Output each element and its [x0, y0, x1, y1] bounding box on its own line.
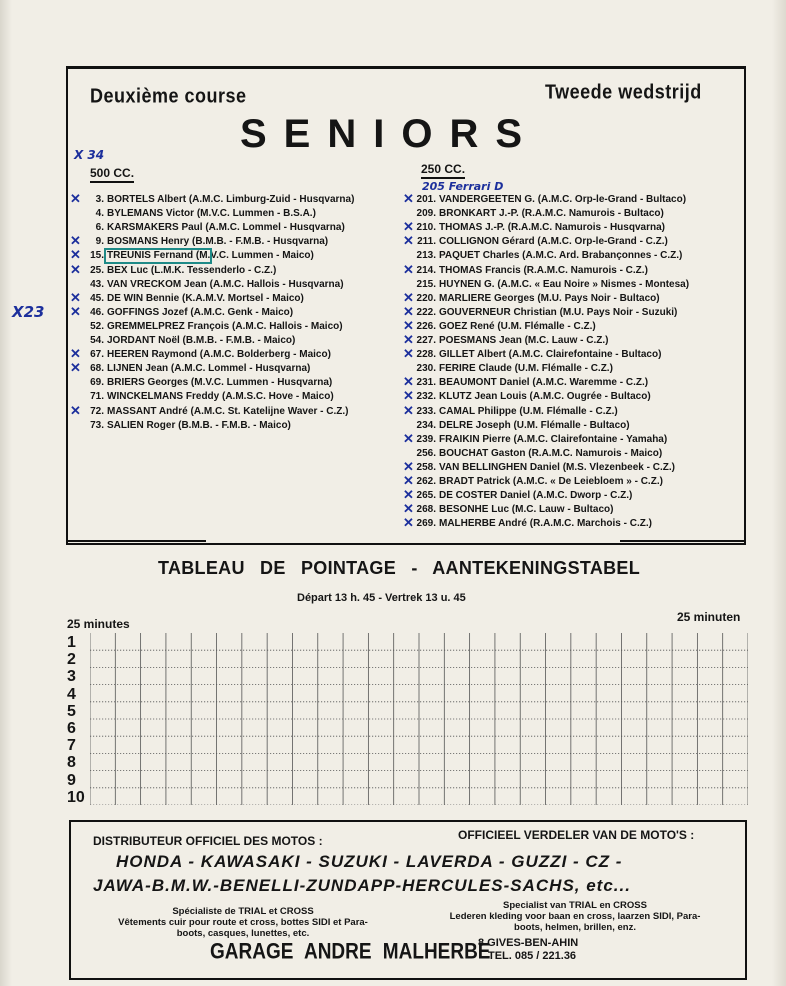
entry-row	[410, 348, 661, 361]
check-mark-icon: ✕	[70, 346, 81, 362]
entry-number: 69.	[90, 377, 104, 389]
entry-text: CAMAL Philippe (U.M. Flémalle - C.Z.)	[439, 405, 618, 417]
entry-text: HEEREN Raymond (A.M.C. Bolderberg - Maico)	[107, 349, 331, 361]
entry-number: 3.	[95, 194, 104, 205]
score-row-number: 8	[67, 754, 76, 772]
ad-spec-nl-line: Lederen kleding voor baan en cross, laarzen SIDI, Para-	[449, 911, 701, 922]
entry-number: 232.	[416, 391, 436, 403]
class-500-label: 500 CC.	[90, 166, 134, 183]
score-row-number: 2	[67, 651, 76, 669]
entry-row	[410, 320, 596, 333]
entry-row	[82, 348, 331, 361]
entry-text: MARLIERE Georges (M.U. Pays Noir - Bultaco)	[439, 292, 660, 304]
entry-number: 15.	[90, 250, 104, 262]
page-fold	[0, 0, 12, 986]
score-row-number: 6	[67, 720, 76, 737]
score-row-number: 7	[67, 737, 76, 755]
entry-number: 258.	[416, 461, 436, 473]
entry-text: FRAIKIN Pierre (A.M.C. Clairefontaine - Yamaha)	[439, 433, 668, 445]
check-mark-icon: ✕	[403, 402, 414, 418]
entry-row	[82, 264, 276, 277]
check-mark-icon: ✕	[403, 458, 414, 474]
entry-number: 268.	[416, 504, 436, 516]
score-grid	[90, 633, 748, 805]
entry-number: 215.	[416, 278, 436, 290]
entry-row	[410, 249, 682, 262]
minutes-label-nl: 25 minuten	[677, 610, 741, 624]
depart-time: Départ 13 h. 45 - Vertrek 13 u. 45	[297, 592, 466, 604]
entry-text: BOUCHAT Gaston (R.A.M.C. Namurois - Maico)	[439, 447, 663, 459]
entry-text: JORDANT Noël (B.M.B. - F.M.B. - Maico)	[107, 335, 296, 346]
entry-row	[410, 278, 689, 291]
entry-text: FERIRE Claude (U.M. Flémalle - C.Z.)	[439, 363, 613, 375]
garage-phone: TEL. 085 / 221.36	[488, 950, 577, 962]
entry-text: PAQUET Charles (A.M.C. Ard. Brabançonnes - C.Z.)	[439, 250, 683, 262]
entry-number: 45.	[90, 292, 104, 304]
check-mark-icon: ✕	[70, 261, 81, 277]
entry-number: 4.	[95, 208, 104, 220]
entry-row	[82, 207, 316, 220]
entry-row	[410, 461, 675, 474]
garage-address: 8 GIVES-BEN-AHIN	[478, 937, 579, 949]
divider	[620, 540, 744, 542]
class-250-label: 250 CC.	[421, 162, 465, 179]
entry-text: DE COSTER Daniel (A.M.C. Dworp - C.Z.)	[439, 490, 633, 502]
entry-number: 230.	[416, 363, 436, 375]
entry-text: VAN VRECKOM Jean (A.M.C. Hallois - Husqvarna)	[107, 278, 344, 290]
entry-number: 256.	[416, 447, 436, 459]
score-row-number: 1	[67, 634, 76, 651]
entry-row	[82, 278, 344, 291]
entry-text: TREUNIS Fernand (M.V.C. Lummen - Maico)	[107, 250, 314, 262]
check-mark-icon: ✕	[403, 430, 414, 446]
check-mark-icon: ✕	[403, 219, 414, 235]
entry-text: THOMAS Francis (R.A.M.C. Namurois - C.Z.)	[439, 264, 648, 276]
entry-row	[410, 264, 648, 277]
entry-text: GILLET Albert (A.M.C. Clairefontaine - Bultaco)	[439, 349, 662, 361]
entry-text: BEAUMONT Daniel (A.M.C. Waremme - C.Z.)	[439, 377, 649, 389]
entry-row	[82, 221, 345, 234]
check-mark-icon: ✕	[403, 289, 414, 305]
score-row-number: 5	[67, 702, 76, 720]
check-mark-icon: ✕	[70, 247, 81, 263]
entry-number: 201.	[416, 194, 436, 205]
entry-row	[410, 235, 668, 248]
entry-number: 265.	[416, 490, 436, 502]
entry-row	[82, 235, 328, 248]
entry-text: GOUVERNEUR Christian (M.U. Pays Noir - Suzuki)	[439, 306, 678, 318]
entry-text: SALIEN Roger (B.M.B. - F.M.B. - Maico)	[107, 419, 291, 431]
entry-number: 228.	[416, 349, 436, 361]
entry-row	[410, 517, 652, 530]
entry-number: 233.	[416, 405, 436, 417]
score-row-number: 3	[67, 668, 76, 686]
check-mark-icon: ✕	[70, 233, 81, 249]
tableau-title: TABLEAU DE POINTAGE - AANTEKENINGSTABEL	[158, 558, 641, 578]
check-mark-icon: ✕	[403, 346, 414, 362]
entry-row	[410, 193, 686, 206]
entry-row	[410, 334, 608, 347]
entry-number: 25.	[90, 264, 104, 276]
ad-spec-fr-line: Vêtements cuir pour route et cross, bottes SIDI et Para-	[118, 917, 368, 928]
entry-number: 9.	[95, 236, 104, 248]
ad-heading-fr: DISTRIBUTEUR OFFICIEL DES MOTOS :	[93, 834, 323, 848]
entry-number: 54.	[90, 335, 104, 346]
check-mark-icon: ✕	[403, 487, 414, 503]
entry-row	[410, 207, 664, 220]
entry-text: BOSMANS Henry (B.M.B. - F.M.B. - Husqvarna)	[107, 236, 329, 248]
entry-row	[82, 306, 293, 319]
entry-row	[410, 419, 630, 432]
entry-text: BRIERS Georges (M.V.C. Lummen - Husqvarna)	[107, 377, 333, 389]
entry-number: 213.	[416, 250, 436, 262]
entry-row	[410, 306, 677, 319]
entry-text: BYLEMANS Victor (M.V.C. Lummen - B.S.A.)	[107, 208, 316, 220]
entry-row	[410, 405, 618, 418]
entry-row	[82, 405, 349, 418]
course-title-fr: Deuxième course	[90, 84, 247, 107]
entry-row	[410, 503, 613, 516]
check-mark-icon: ✕	[70, 191, 81, 206]
check-mark-icon: ✕	[70, 360, 81, 376]
entry-row	[410, 489, 632, 502]
entry-text: GOFFINGS Jozef (A.M.C. Genk - Maico)	[107, 306, 294, 318]
entry-text: MASSANT André (A.M.C. St. Katelijne Waver - C.Z.)	[107, 405, 349, 417]
entry-number: 239.	[416, 433, 436, 445]
ad-specialist-fr	[88, 906, 398, 939]
entry-number: 72.	[90, 405, 104, 417]
entry-text: THOMAS J.-P. (R.A.M.C. Namurois - Husqvarna)	[439, 222, 665, 234]
entry-row	[410, 475, 663, 488]
highlight-box	[104, 248, 212, 264]
entry-number: 73.	[90, 419, 104, 431]
score-row-number: 4	[67, 685, 76, 703]
check-mark-icon: ✕	[403, 332, 414, 347]
score-row-number: 10	[67, 788, 85, 806]
check-mark-icon: ✕	[70, 289, 81, 305]
entry-text: BEX Luc (L.M.K. Tessenderlo - C.Z.)	[107, 264, 277, 276]
entry-row	[82, 292, 304, 305]
entry-text: GOEZ René (U.M. Flémalle - C.Z.)	[439, 320, 596, 332]
check-mark-icon: ✕	[403, 317, 414, 333]
entry-text: KLUTZ Jean Louis (A.M.C. Ougrée - Bultaco)	[439, 391, 651, 403]
check-mark-icon: ✕	[403, 374, 414, 390]
entry-row	[410, 433, 667, 446]
entry-number: 67.	[90, 349, 104, 361]
entry-row	[82, 419, 291, 432]
check-mark-icon: ✕	[403, 501, 414, 517]
entry-number: 214.	[416, 264, 436, 276]
entry-row	[410, 390, 651, 403]
entry-number: 227.	[416, 335, 436, 346]
entry-text: DELRE Joseph (U.M. Flémalle - Bultaco)	[439, 419, 630, 431]
entry-row	[82, 334, 295, 347]
ad-brands-1: HONDA - KAWASAKI - SUZUKI - LAVERDA - GUZZI - CZ -	[116, 852, 623, 871]
entry-number: 220.	[416, 292, 436, 304]
course-title-nl: Tweede wedstrijd	[545, 80, 702, 103]
divider	[66, 540, 206, 542]
ad-spec-fr-line: Spécialiste de TRIAL et CROSS	[172, 906, 314, 917]
score-row-number: 9	[67, 771, 76, 789]
entry-text: BRONKART J.-P. (R.A.M.C. Namurois - Bultaco)	[439, 208, 664, 220]
entry-number: 222.	[416, 306, 436, 318]
entry-number: 210.	[416, 222, 436, 234]
ad-specialist-nl	[420, 900, 730, 933]
check-mark-icon: ✕	[403, 303, 414, 319]
entry-number: 211.	[417, 236, 436, 248]
entry-row	[410, 376, 648, 389]
handwritten-ferrari: 205 Ferrari D	[422, 180, 504, 193]
entry-number: 6.	[95, 222, 104, 234]
check-mark-icon: ✕	[403, 191, 414, 206]
entry-number: 71.	[90, 391, 104, 403]
page-title: SENIORS	[240, 112, 540, 156]
entry-text: BESONHE Luc (M.C. Lauw - Bultaco)	[439, 504, 614, 516]
entry-text: WINCKELMANS Freddy (A.M.S.C. Hove - Maico)	[107, 391, 334, 403]
ad-heading-nl: OFFICIEEL VERDELER VAN DE MOTO'S :	[458, 828, 695, 842]
handwritten-note: X 34	[74, 148, 105, 162]
entry-number: 234.	[416, 419, 436, 431]
minutes-label-fr: 25 minutes	[67, 617, 130, 631]
entry-row	[82, 376, 332, 389]
entry-text: BORTELS Albert (A.M.C. Limburg-Zuid - Husqvarna)	[107, 194, 355, 205]
entry-number: 52.	[90, 320, 104, 332]
entry-number: 262.	[416, 476, 436, 487]
entry-text: VAN BELLINGHEN Daniel (M.S. Vlezenbeek - C.Z.)	[439, 461, 675, 473]
ad-spec-fr-line: boots, casques, lunettes, etc.	[176, 928, 310, 939]
entry-row	[82, 193, 354, 206]
entry-number: 43.	[90, 278, 104, 290]
entry-row	[410, 292, 660, 305]
entry-number: 269.	[416, 518, 436, 530]
check-mark-icon: ✕	[403, 388, 414, 404]
entry-row	[82, 362, 310, 375]
check-mark-icon: ✕	[403, 515, 414, 531]
entry-text: MALHERBE André (R.A.M.C. Marchois - C.Z.)	[439, 518, 652, 530]
check-mark-icon: ✕	[70, 402, 81, 418]
entry-text: POESMANS Jean (M.C. Lauw - C.Z.)	[439, 335, 609, 346]
ad-brands-2: JAWA-B.M.W.-BENELLI-ZUNDAPP-HERCULES-SACHS, etc...	[93, 876, 631, 895]
entry-row	[410, 362, 613, 375]
entry-row	[82, 390, 334, 403]
page-edge	[772, 0, 786, 986]
entry-number: 231.	[416, 377, 436, 389]
check-mark-icon: ✕	[70, 303, 81, 319]
handwritten-note-left: X23	[12, 303, 45, 321]
check-mark-icon: ✕	[403, 473, 414, 488]
garage-name: GARAGE ANDRE MALHERBE	[210, 940, 491, 965]
check-mark-icon: ✕	[403, 233, 414, 249]
ad-spec-nl-line: Specialist van TRIAL en CROSS	[503, 900, 647, 911]
entry-text: HUYNEN G. (A.M.C. « Eau Noire » Nismes - Montesa)	[439, 278, 690, 290]
entry-row	[410, 221, 665, 234]
entry-text: KARSMAKERS Paul (A.M.C. Lommel - Husqvarna)	[107, 222, 345, 234]
entry-text: COLLIGNON Gérard (A.M.C. Orp-le-Grand - C.Z.)	[439, 236, 668, 248]
entry-row	[82, 320, 343, 333]
entry-text: LIJNEN Jean (A.M.C. Lommel - Husqvarna)	[107, 363, 311, 375]
entry-number: 226.	[416, 320, 436, 332]
entry-text: GREMMELPREZ François (A.M.C. Hallois - Maico)	[107, 320, 343, 332]
entry-number: 209.	[416, 208, 436, 220]
check-mark-icon: ✕	[403, 261, 414, 277]
entry-text: BRADT Patrick (A.M.C. « De Leiebloem » - C.Z.)	[439, 476, 663, 487]
entry-text: VANDERGEETEN G. (A.M.C. Orp-le-Grand - Bultaco)	[439, 194, 687, 205]
ad-spec-nl-line: boots, helmen, brillen, enz.	[514, 922, 636, 933]
entry-text: DE WIN Bennie (K.A.M.V. Mortsel - Maico)	[107, 292, 304, 304]
entry-number: 68.	[90, 363, 104, 375]
entry-number: 46.	[90, 306, 104, 318]
entry-row	[410, 447, 662, 460]
